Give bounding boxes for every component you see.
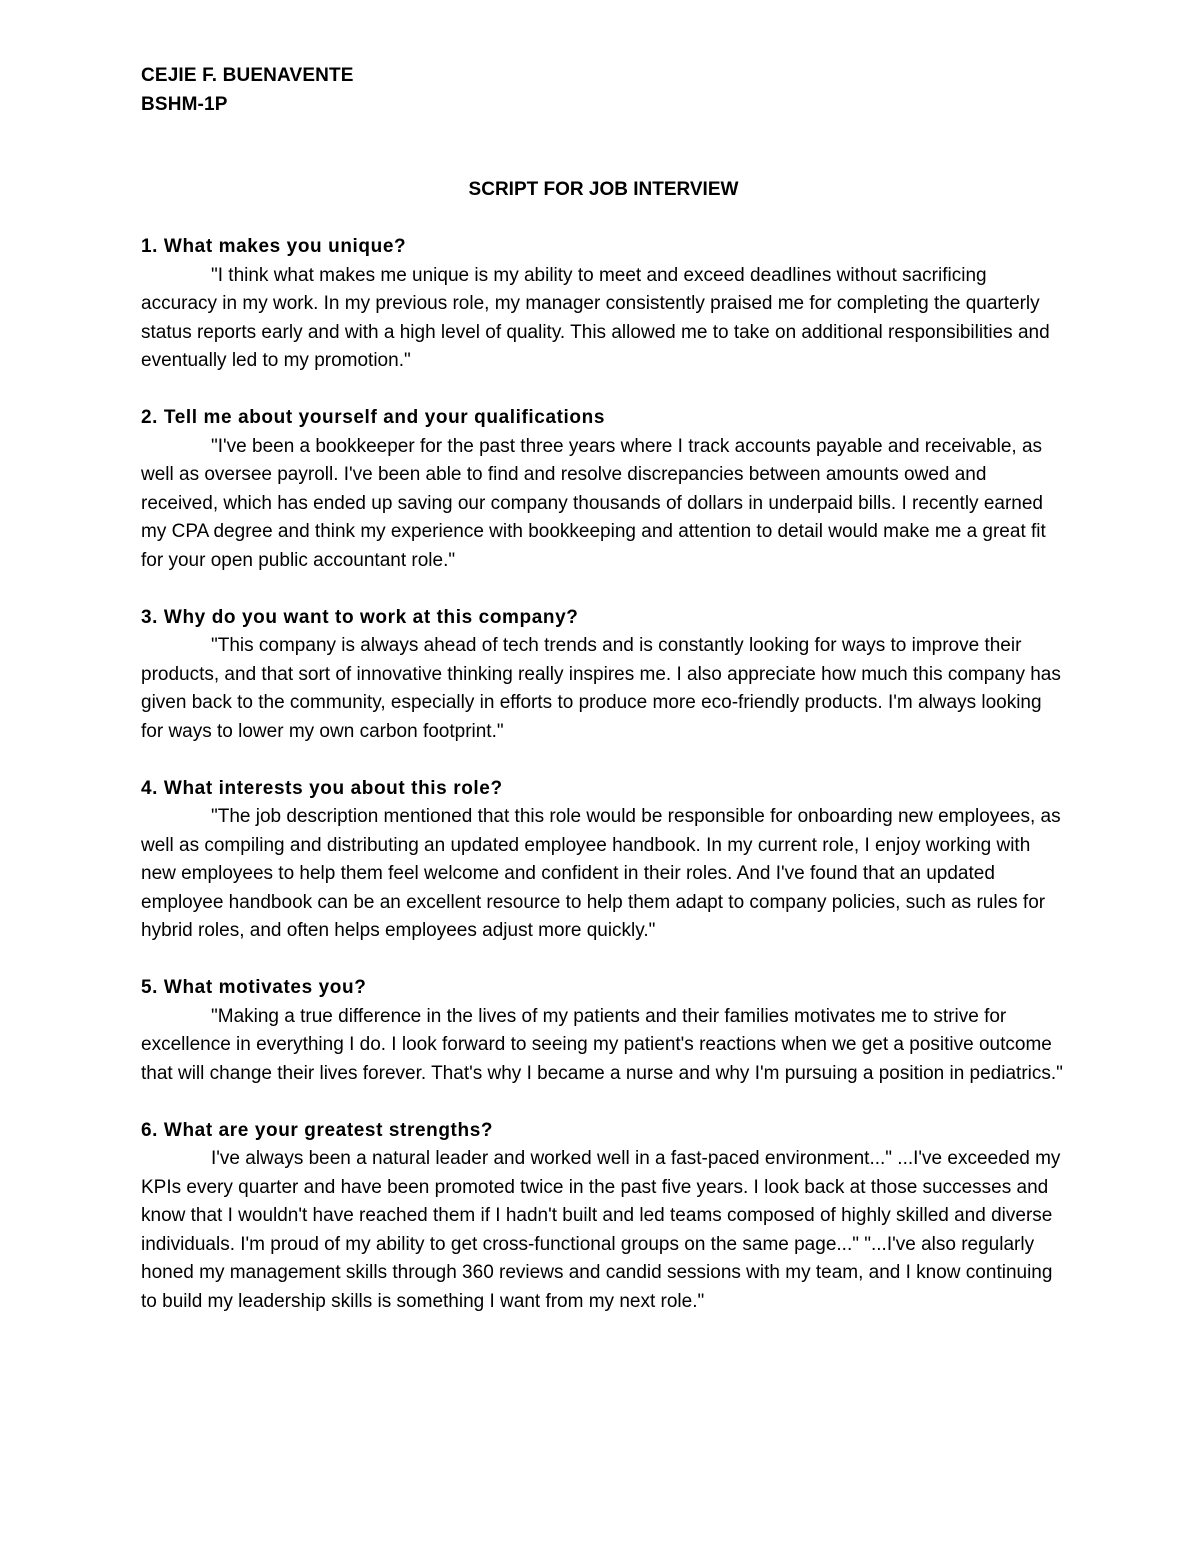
qa-item-4 bbox=[141, 775, 1066, 946]
question-heading: 4. What interests you about this role? bbox=[141, 777, 503, 799]
answer-paragraph: I've always been a natural leader and worked well in a fast-paced environment..." ...I've exceeded my KPIs every quarter and have been promoted twice in the past five years. I look back at those successes and know that I wouldn't have reached them if I hadn't built and led teams composed of highly skilled and diverse individuals. I'm proud of my ability to get cross-functional groups on the same page..." "...I've also regularly honed my management skills through 360 reviews and candid sessions with my team, and I know continuing to build my leadership skills is something I want from my next role." bbox=[141, 1148, 1061, 1312]
answer-paragraph: "I've been a bookkeeper for the past three years where I track accounts payable and receivable, as well as oversee payroll. I've been able to find and resolve discrepancies between amounts owed and received, which has ended up saving our company thousands of dollars in underpaid bills. I recently earned my CPA degree and think my experience with bookkeeping and attention to detail would make me a great fit for your open public accountant role." bbox=[141, 435, 1046, 571]
qa-item-5 bbox=[141, 974, 1066, 1088]
question-heading: 5. What motivates you? bbox=[141, 977, 367, 998]
author-section: BSHM-1P bbox=[141, 93, 228, 115]
answer-paragraph: "This company is always ahead of tech trends and is constantly looking for ways to improve their products, and that sort of innovative thinking really inspires me. I also appreciate how much this company has given back to the community, especially in efforts to produce more eco-friendly products. I'm always looking for ways to lower my own carbon footprint." bbox=[141, 635, 1061, 742]
qa-item-3 bbox=[141, 604, 1066, 747]
document-title: SCRIPT FOR JOB INTERVIEW bbox=[468, 179, 739, 200]
qa-item-2 bbox=[141, 404, 1066, 575]
document-content bbox=[141, 62, 1066, 1316]
question-heading: 6. What are your greatest strengths? bbox=[141, 1119, 494, 1141]
answer-paragraph: "Making a true difference in the lives of my patients and their families motivates me to strive for excellence in everything I do. I look forward to seeing my patient's reactions when we get a positive outcome that will change their lives forever. That's why I became a nurse and why I'm pursuing a position in pediatrics." bbox=[141, 1005, 1063, 1084]
answer-paragraph: "I think what makes me unique is my ability to meet and exceed deadlines without sacrificing accuracy in my work. In my previous role, my manager consistently praised me for completing the quarterly status reports early and with a high level of quality. This allowed me to take on additional responsibilities and eventually led to my promotion." bbox=[141, 264, 1050, 371]
question-heading: 3. Why do you want to work at this company? bbox=[141, 606, 579, 628]
qa-item-6 bbox=[141, 1117, 1066, 1317]
author-block bbox=[141, 62, 1066, 119]
question-heading: 1. What makes you unique? bbox=[141, 236, 407, 257]
author-name: CEJIE F. BUENAVENTE bbox=[141, 65, 354, 86]
qa-item-1 bbox=[141, 233, 1066, 376]
answer-paragraph: "The job description mentioned that this role would be responsible for onboarding new employees, as well as compiling and distributing an updated employee handbook. In my current role, I enjoy working with new employees to help them feel welcome and confident in their roles. And I've found that an updated employee handbook can be an excellent resource to help them adapt to company policies, such as rules for hybrid roles, and often helps employees adjust more quickly." bbox=[141, 806, 1061, 941]
question-heading: 2. Tell me about yourself and your qualifications bbox=[141, 407, 606, 428]
